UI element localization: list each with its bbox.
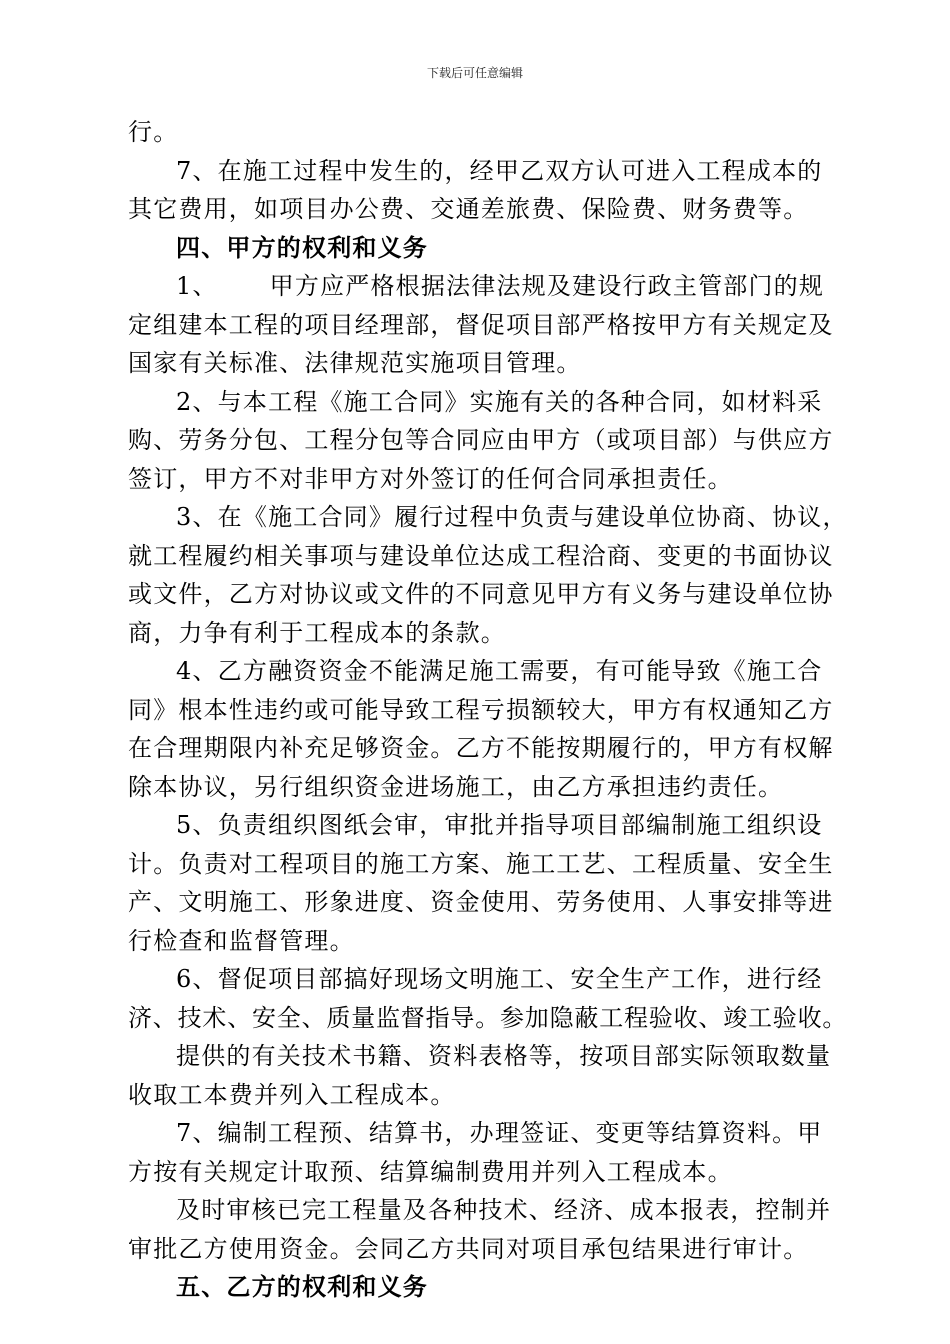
text-line: 其它费用，如项目办公费、交通差旅费、保险费、财务费等。 <box>128 195 809 223</box>
section-heading: 四、甲方的权利和义务 <box>176 232 428 262</box>
page-header: 下载后可任意编辑 <box>426 66 523 80</box>
text-line: 商，力争有利于工程成本的条款。 <box>128 618 506 647</box>
text-line: 提供的有关技术书籍、资料表格等，按项目部实际领取数量 <box>176 1042 832 1070</box>
text-line: 方按有关规定计取预、结算编制费用并列入工程成本。 <box>128 1157 733 1186</box>
text-line: 计。负责对工程项目的施工方案、施工工艺、工程质量、安全生 <box>128 849 834 878</box>
text-line: 同》根本性违约或可能导致工程亏损额较大，甲方有权通知乙方 <box>128 695 834 724</box>
text-line: 3、在《施工合同》履行过程中负责与建设单位协商、协议， <box>176 503 848 531</box>
section-heading: 五、乙方的权利和义务 <box>176 1272 428 1301</box>
text-line: 行。 <box>128 118 179 146</box>
text-line: 除本协议，另行组织资金进场施工，由乙方承担违约责任。 <box>128 772 784 801</box>
item-number: 1、 <box>176 272 218 300</box>
text-line: 济、技术、安全、质量监督指导。参加隐蔽工程验收、竣工验收。 <box>128 1003 848 1032</box>
text-line: 就工程履约相关事项与建设单位达成工程洽商、变更的书面协议 <box>128 541 834 570</box>
text-line: 定组建本工程的项目经理部，督促项目部严格按甲方有关规定及 <box>128 310 834 339</box>
text-line: 及时审核已完工程量及各种技术、经济、成本报表，控制并 <box>176 1196 832 1224</box>
text-line: 签订，甲方不对非甲方对外签订的任何合同承担责任。 <box>128 464 733 493</box>
text-line <box>128 267 852 306</box>
text-line: 6、督促项目部搞好现场文明施工、安全生产工作，进行经 <box>176 965 823 993</box>
text-line: 2、与本工程《施工合同》实施有关的各种合同，如材料采 <box>176 387 823 416</box>
text-line: 行检查和监督管理。 <box>128 926 355 955</box>
text-line: 5、负责组织图纸会审，审批并指导项目部编制施工组织设 <box>176 811 823 839</box>
text-line: 产、文明施工、形象进度、资金使用、劳务使用、人事安排等进 <box>128 888 834 916</box>
text-line: 7、编制工程预、结算书，办理签证、变更等结算资料。甲 <box>176 1119 823 1147</box>
text-line: 7、在施工过程中发生的，经甲乙双方认可进入工程成本的 <box>176 156 823 185</box>
item-text: 甲方应严格根据法律法规及建设行政主管部门的规 <box>269 272 825 300</box>
text-line: 4、乙方融资资金不能满足施工需要，有可能导致《施工合 <box>176 657 823 685</box>
document-body <box>128 113 852 1307</box>
text-line: 审批乙方使用资金。会同乙方共同对项目承包结果进行审计。 <box>128 1234 809 1263</box>
text-line: 在合理期限内补充足够资金。乙方不能按期履行的，甲方有权解 <box>128 734 834 762</box>
text-line: 收取工本费并列入工程成本。 <box>128 1080 456 1109</box>
text-line: 购、劳务分包、工程分包等合同应由甲方（或项目部）与供应方 <box>128 426 834 454</box>
text-line: 或文件，乙方对协议或文件的不同意见甲方有义务与建设单位协 <box>128 580 834 608</box>
text-line: 国家有关标准、法律规范实施项目管理。 <box>128 349 582 377</box>
